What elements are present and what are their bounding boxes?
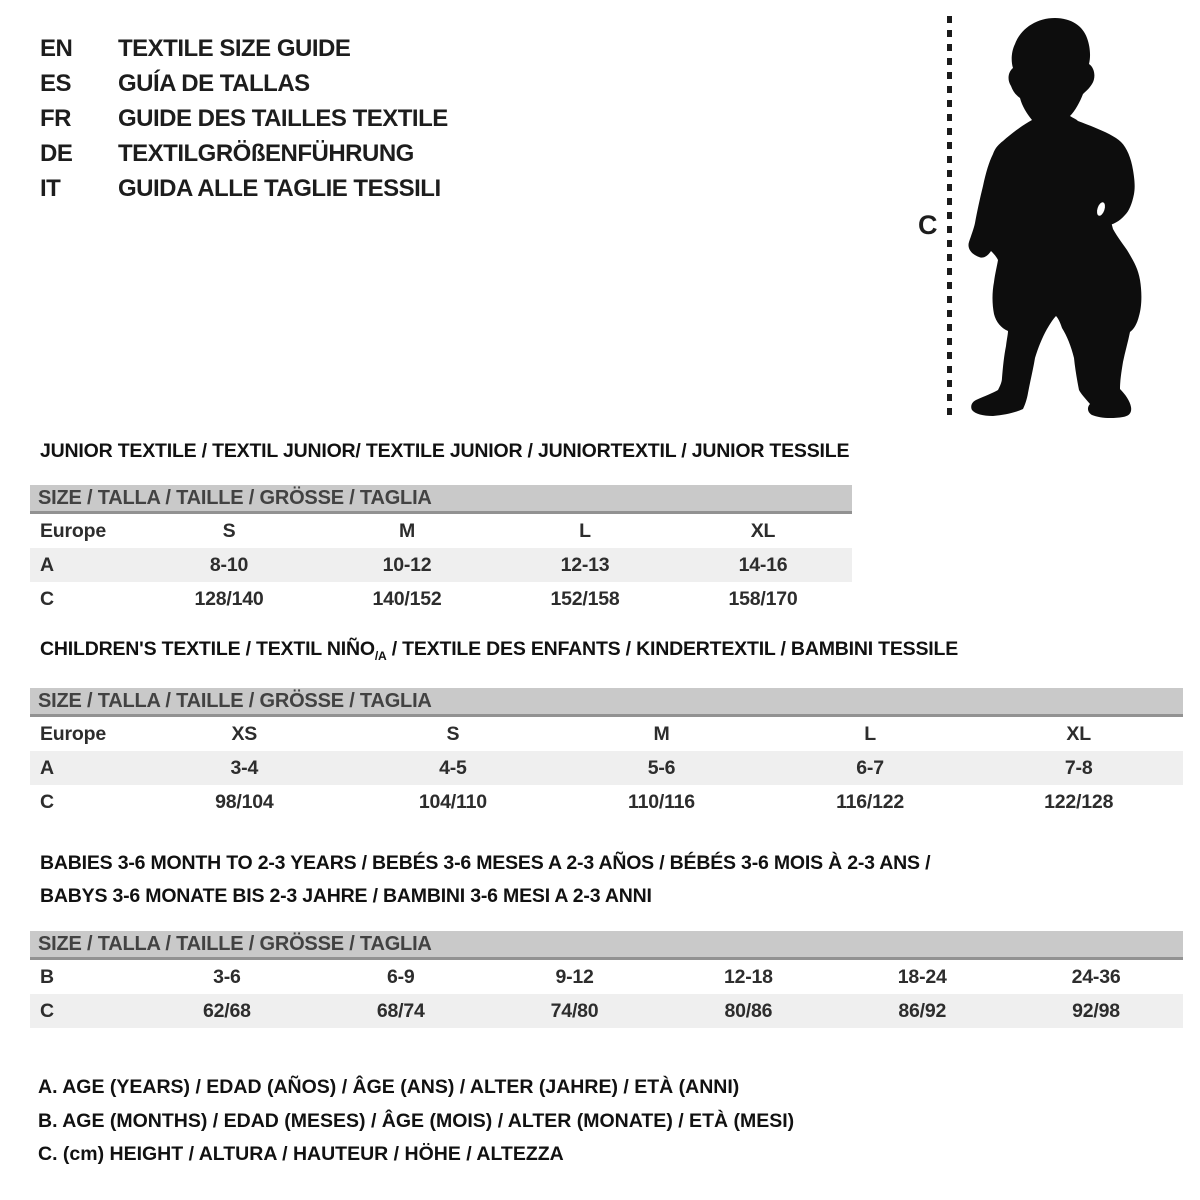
- size-header-bar: SIZE / TALLA / TAILLE / GRÖSSE / TAGLIA: [30, 688, 1183, 717]
- children-section-title: [40, 638, 958, 663]
- value-cell: L: [579, 520, 591, 542]
- table-row: [30, 582, 852, 616]
- language-row: [40, 31, 448, 66]
- children-table: [30, 688, 1183, 819]
- legend: [38, 1071, 794, 1172]
- value-cell: 92/98: [1072, 1000, 1120, 1022]
- row-label: A: [40, 554, 54, 576]
- value-cell: 116/122: [836, 791, 905, 813]
- value-cell: 152/158: [550, 588, 620, 610]
- value-cell: 18-24: [897, 966, 947, 988]
- value-cell: 7-8: [1064, 757, 1093, 779]
- legend-line-c: C. (cm) HEIGHT / ALTURA / HAUTEUR / HÖHE / ALTEZZA: [38, 1143, 564, 1165]
- value-cell: 3-4: [230, 757, 259, 779]
- height-label-c: C: [918, 210, 937, 240]
- table-row: [30, 717, 1183, 751]
- row-label: C: [40, 588, 54, 610]
- size-header-bar: SIZE / TALLA / TAILLE / GRÖSSE / TAGLIA: [30, 485, 852, 514]
- value-cell: 10-12: [382, 554, 432, 576]
- value-cell: L: [864, 723, 876, 745]
- value-cell: 6-7: [856, 757, 884, 779]
- value-cell: 110/116: [628, 791, 695, 813]
- babies-title-line2: BABYS 3-6 MONATE BIS 2-3 JAHRE / BAMBINI 3-6 MESI A 2-3 ANNI: [40, 885, 652, 907]
- children-title-suffix: / TEXTILE DES ENFANTS / KINDERTEXTIL / BAMBINI TESSILE: [386, 638, 959, 660]
- baby-silhouette-icon: [955, 16, 1145, 424]
- value-cell: 80/86: [724, 1000, 773, 1022]
- value-cell: 128/140: [194, 588, 264, 610]
- language-row: [40, 136, 448, 171]
- value-cell: 12-13: [560, 554, 610, 576]
- language-title: TEXTILGRÖßENFÜHRUNG: [118, 140, 414, 167]
- value-cell: 12-18: [723, 966, 773, 988]
- value-cell: XL: [750, 520, 776, 542]
- children-title-prefix: CHILDREN'S TEXTILE / TEXTIL NIÑO: [40, 638, 375, 660]
- value-cell: M: [398, 520, 416, 542]
- table-row: [30, 514, 852, 548]
- junior-table: [30, 485, 852, 616]
- table-row: [30, 960, 1183, 994]
- language-code: IT: [40, 175, 61, 202]
- language-list: [40, 31, 448, 206]
- value-cell: 4-5: [439, 757, 467, 779]
- table-row: [30, 751, 1183, 785]
- value-cell: S: [222, 520, 236, 542]
- value-cell: 104/110: [418, 791, 487, 813]
- value-cell: S: [446, 723, 460, 745]
- height-dashed-line: [947, 16, 952, 418]
- value-cell: 62/68: [203, 1000, 251, 1022]
- language-title: GUIDE DES TAILLES TEXTILE: [118, 105, 448, 132]
- value-cell: XS: [231, 723, 258, 745]
- junior-section-title: JUNIOR TEXTILE / TEXTIL JUNIOR/ TEXTILE JUNIOR / JUNIORTEXTIL / JUNIOR TESSILE: [40, 440, 850, 462]
- value-cell: 140/152: [372, 588, 442, 610]
- language-row: [40, 171, 448, 206]
- value-cell: 86/92: [898, 1000, 947, 1022]
- language-title: TEXTILE SIZE GUIDE: [118, 35, 351, 62]
- language-title: GUÍA DE TALLAS: [118, 70, 310, 97]
- row-label: A: [40, 757, 54, 779]
- babies-section-title: [40, 847, 930, 913]
- value-cell: 68/74: [376, 1000, 425, 1022]
- value-cell: 3-6: [213, 966, 241, 988]
- value-cell: 24-36: [1071, 966, 1121, 988]
- babies-title-line1: BABIES 3-6 MONTH TO 2-3 YEARS / BEBÉS 3-6 MESES A 2-3 AÑOS / BÉBÉS 3-6 MOIS À 2-3 ANS /: [40, 852, 931, 874]
- table-row: [30, 548, 852, 582]
- size-header-bar: SIZE / TALLA / TAILLE / GRÖSSE / TAGLIA: [30, 931, 1183, 960]
- children-title-sub: /A: [374, 648, 387, 663]
- legend-line-b: B. AGE (MONTHS) / EDAD (MESES) / ÂGE (MOIS) / ALTER (MONATE) / ETÀ (MESI): [38, 1109, 795, 1132]
- value-cell: 6-9: [386, 966, 415, 988]
- row-label: B: [40, 966, 54, 988]
- value-cell: 74/80: [550, 1000, 599, 1022]
- row-label: C: [40, 1000, 54, 1022]
- value-cell: XL: [1066, 723, 1091, 745]
- language-title: GUIDA ALLE TAGLIE TESSILI: [118, 175, 441, 202]
- table-row: [30, 785, 1183, 819]
- value-cell: M: [653, 723, 670, 745]
- table-row: [30, 994, 1183, 1028]
- value-cell: 158/170: [728, 588, 798, 610]
- value-cell: 5-6: [647, 757, 676, 779]
- language-row: [40, 101, 448, 136]
- language-code: FR: [40, 105, 71, 132]
- value-cell: 9-12: [555, 966, 594, 988]
- value-cell: 8-10: [209, 554, 249, 576]
- legend-line-a: A. AGE (YEARS) / EDAD (AÑOS) / ÂGE (ANS) / ALTER (JAHRE) / ETÀ (ANNI): [38, 1076, 740, 1098]
- language-code: EN: [40, 35, 73, 62]
- language-code: ES: [40, 70, 72, 97]
- value-cell: 14-16: [738, 554, 788, 576]
- language-code: DE: [40, 140, 73, 167]
- row-label: C: [40, 791, 54, 813]
- row-label: Europe: [40, 723, 106, 745]
- babies-table: [30, 931, 1183, 1028]
- value-cell: 122/128: [1044, 791, 1114, 813]
- language-row: [40, 66, 448, 101]
- value-cell: 98/104: [215, 791, 274, 813]
- row-label: Europe: [40, 520, 106, 542]
